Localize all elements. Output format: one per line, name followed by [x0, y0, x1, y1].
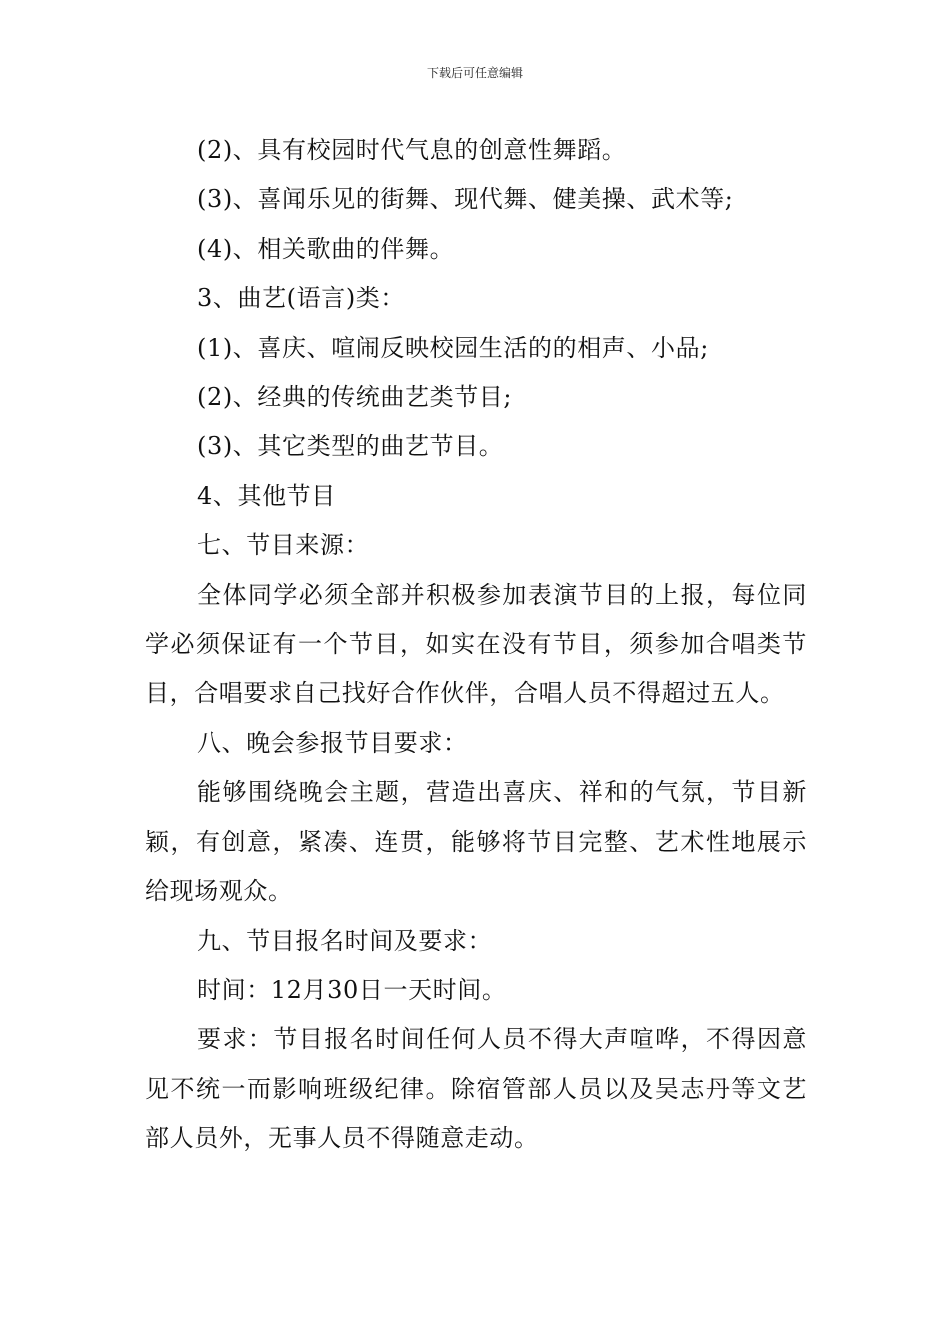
page-header-note: 下载后可任意编辑 [426, 66, 523, 80]
paragraph-quyi-item-3: (3)、其它类型的曲艺节目。 [197, 432, 504, 461]
document-body [145, 126, 807, 1164]
paragraph-quyi-item-2: (2)、经典的传统曲艺类节目; [197, 383, 513, 412]
paragraph-source-body: 全体同学必须全部并积极参加表演节目的上报，每位同学必须保证有一个节目，如实在没有节目，须参加合唱类节目，合唱要求自己找好合作伙伴，合唱人员不得超过五人。 [145, 580, 807, 708]
paragraph-quyi-item-1: (1)、喜庆、喧闹反映校园生活的的相声、小品; [197, 333, 709, 362]
paragraph-registration-rules: 要求：节目报名时间任何人员不得大声喧哗，不得因意见不统一而影响班级纪律。除宿管部人员以及吴志丹等文艺部人员外，无事人员不得随意走动。 [145, 1025, 807, 1153]
paragraph-dance-item-4: (4)、相关歌曲的伴舞。 [197, 234, 455, 263]
section-heading-source: 七、节目来源： [197, 531, 370, 560]
section-heading-registration: 九、节目报名时间及要求： [197, 926, 493, 955]
paragraph-quyi-heading: 3、曲艺(语言)类： [197, 284, 405, 313]
paragraph-other-programs: 4、其他节目 [197, 481, 336, 510]
paragraph-registration-time: 时间：12月30日一天时间。 [197, 975, 507, 1004]
paragraph-dance-item-2: (2)、具有校园时代气息的创意性舞蹈。 [197, 136, 627, 164]
paragraph-requirements-body: 能够围绕晚会主题，营造出喜庆、祥和的气氛，节目新颖，有创意，紧凑、连贯，能够将节目完整、艺术性地展示给现场观众。 [145, 778, 807, 906]
paragraph-dance-item-3: (3)、喜闻乐见的街舞、现代舞、健美操、武术等; [197, 185, 734, 214]
section-heading-requirements: 八、晚会参报节目要求： [197, 728, 468, 757]
